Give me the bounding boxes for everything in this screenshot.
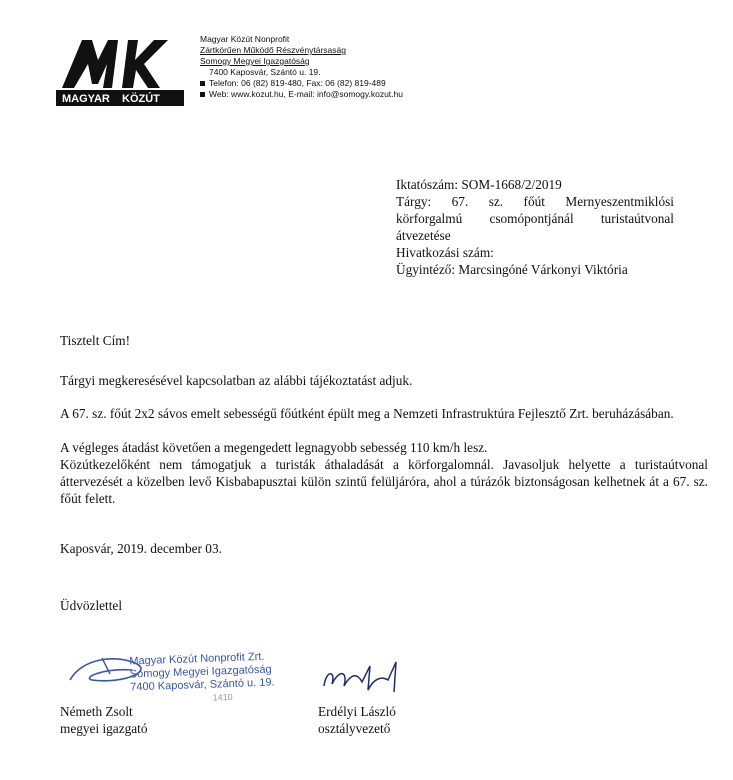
- company-name-line2: Zártkörűen Működő Részvénytársaság: [200, 45, 346, 55]
- signer-left-name: Németh Zsolt: [60, 704, 133, 719]
- signer-left: [60, 703, 148, 737]
- company-header: [200, 34, 403, 100]
- logo-graphic: [56, 34, 184, 106]
- reference-number: Iktatószám: SOM-1668/2/2019: [396, 177, 562, 192]
- signer-right: [318, 703, 396, 737]
- company-address-text: 7400 Kaposvár, Szántó u. 19.: [209, 67, 321, 77]
- stamp-line1: Magyar Közút Nonprofit Zrt.: [129, 650, 265, 668]
- stamp-line2: Somogy Megyei Igazgatóság: [129, 663, 272, 681]
- official-stamp: [129, 649, 331, 708]
- logo-text-right: KÖZÚT: [122, 93, 160, 105]
- company-address: [200, 67, 403, 78]
- signer-left-title: megyei igazgató: [60, 721, 148, 736]
- stamp-line3: 7400 Kaposvár, Szántó u. 19.: [130, 676, 275, 694]
- signer-right-title: osztályvezető: [318, 721, 391, 736]
- signer-right-name: Erdélyi László: [318, 704, 396, 719]
- company-web-text: Web: www.kozut.hu, E-mail: info@somogy.kozut.hu: [209, 89, 403, 99]
- salutation: Tisztelt Cím!: [60, 333, 131, 348]
- subject-line2: körforgalmú csomópontjánál turistaútvonal: [396, 211, 674, 226]
- stamp-number: 1410: [212, 691, 233, 703]
- case-handler: Ügyintéző: Marcsingóné Várkonyi Viktória: [396, 262, 628, 277]
- paragraph-3: Közútkezelőként nem támogatjuk a turisták áthaladását a körforgalomnál. Javasoljuk helyette a turistaútvonal áttervezését a közelben levő Kisbabapusztai külön szintű felüljáróra, ahol a túrázók biztonságosan kelhetnek át a 67. sz. főút felett.: [60, 457, 708, 506]
- letter-date: Kaposvár, 2019. december 03.: [60, 541, 222, 556]
- related-reference: Hivatkozási szám:: [396, 245, 494, 260]
- paragraph-1: A 67. sz. főút 2x2 sávos emelt sebességű főútként épült meg a Nemzeti Infrastruktúra Fejlesztő Zrt. beruházásában.: [60, 406, 674, 421]
- company-name-line3: Somogy Megyei Igazgatóság: [200, 56, 310, 66]
- signature-right: [318, 658, 414, 698]
- logo-text-left: MAGYAR: [62, 93, 110, 105]
- web-bullet-icon: [200, 92, 205, 97]
- company-name-line1: Magyar Közút Nonprofit: [200, 34, 290, 44]
- company-phone-text: Telefon: 06 (82) 819-480, Fax: 06 (82) 819-489: [209, 78, 386, 88]
- company-phone: [200, 78, 403, 89]
- intro-paragraph: Tárgyi megkeresésével kapcsolatban az alábbi tájékoztatást adjuk.: [60, 373, 413, 388]
- subject-line1: Tárgy: 67. sz. főút Mernyeszentmiklósi: [396, 194, 674, 209]
- subject-line3: átvezetése: [396, 228, 451, 243]
- letter-meta: [396, 176, 674, 278]
- company-web: [200, 89, 403, 100]
- company-logo: [56, 34, 184, 106]
- closing: Üdvözlettel: [60, 598, 123, 613]
- phone-bullet-icon: [200, 81, 205, 86]
- paragraph-2: A végleges átadást követően a megengedett legnagyobb sebesség 110 km/h lesz.: [60, 440, 488, 455]
